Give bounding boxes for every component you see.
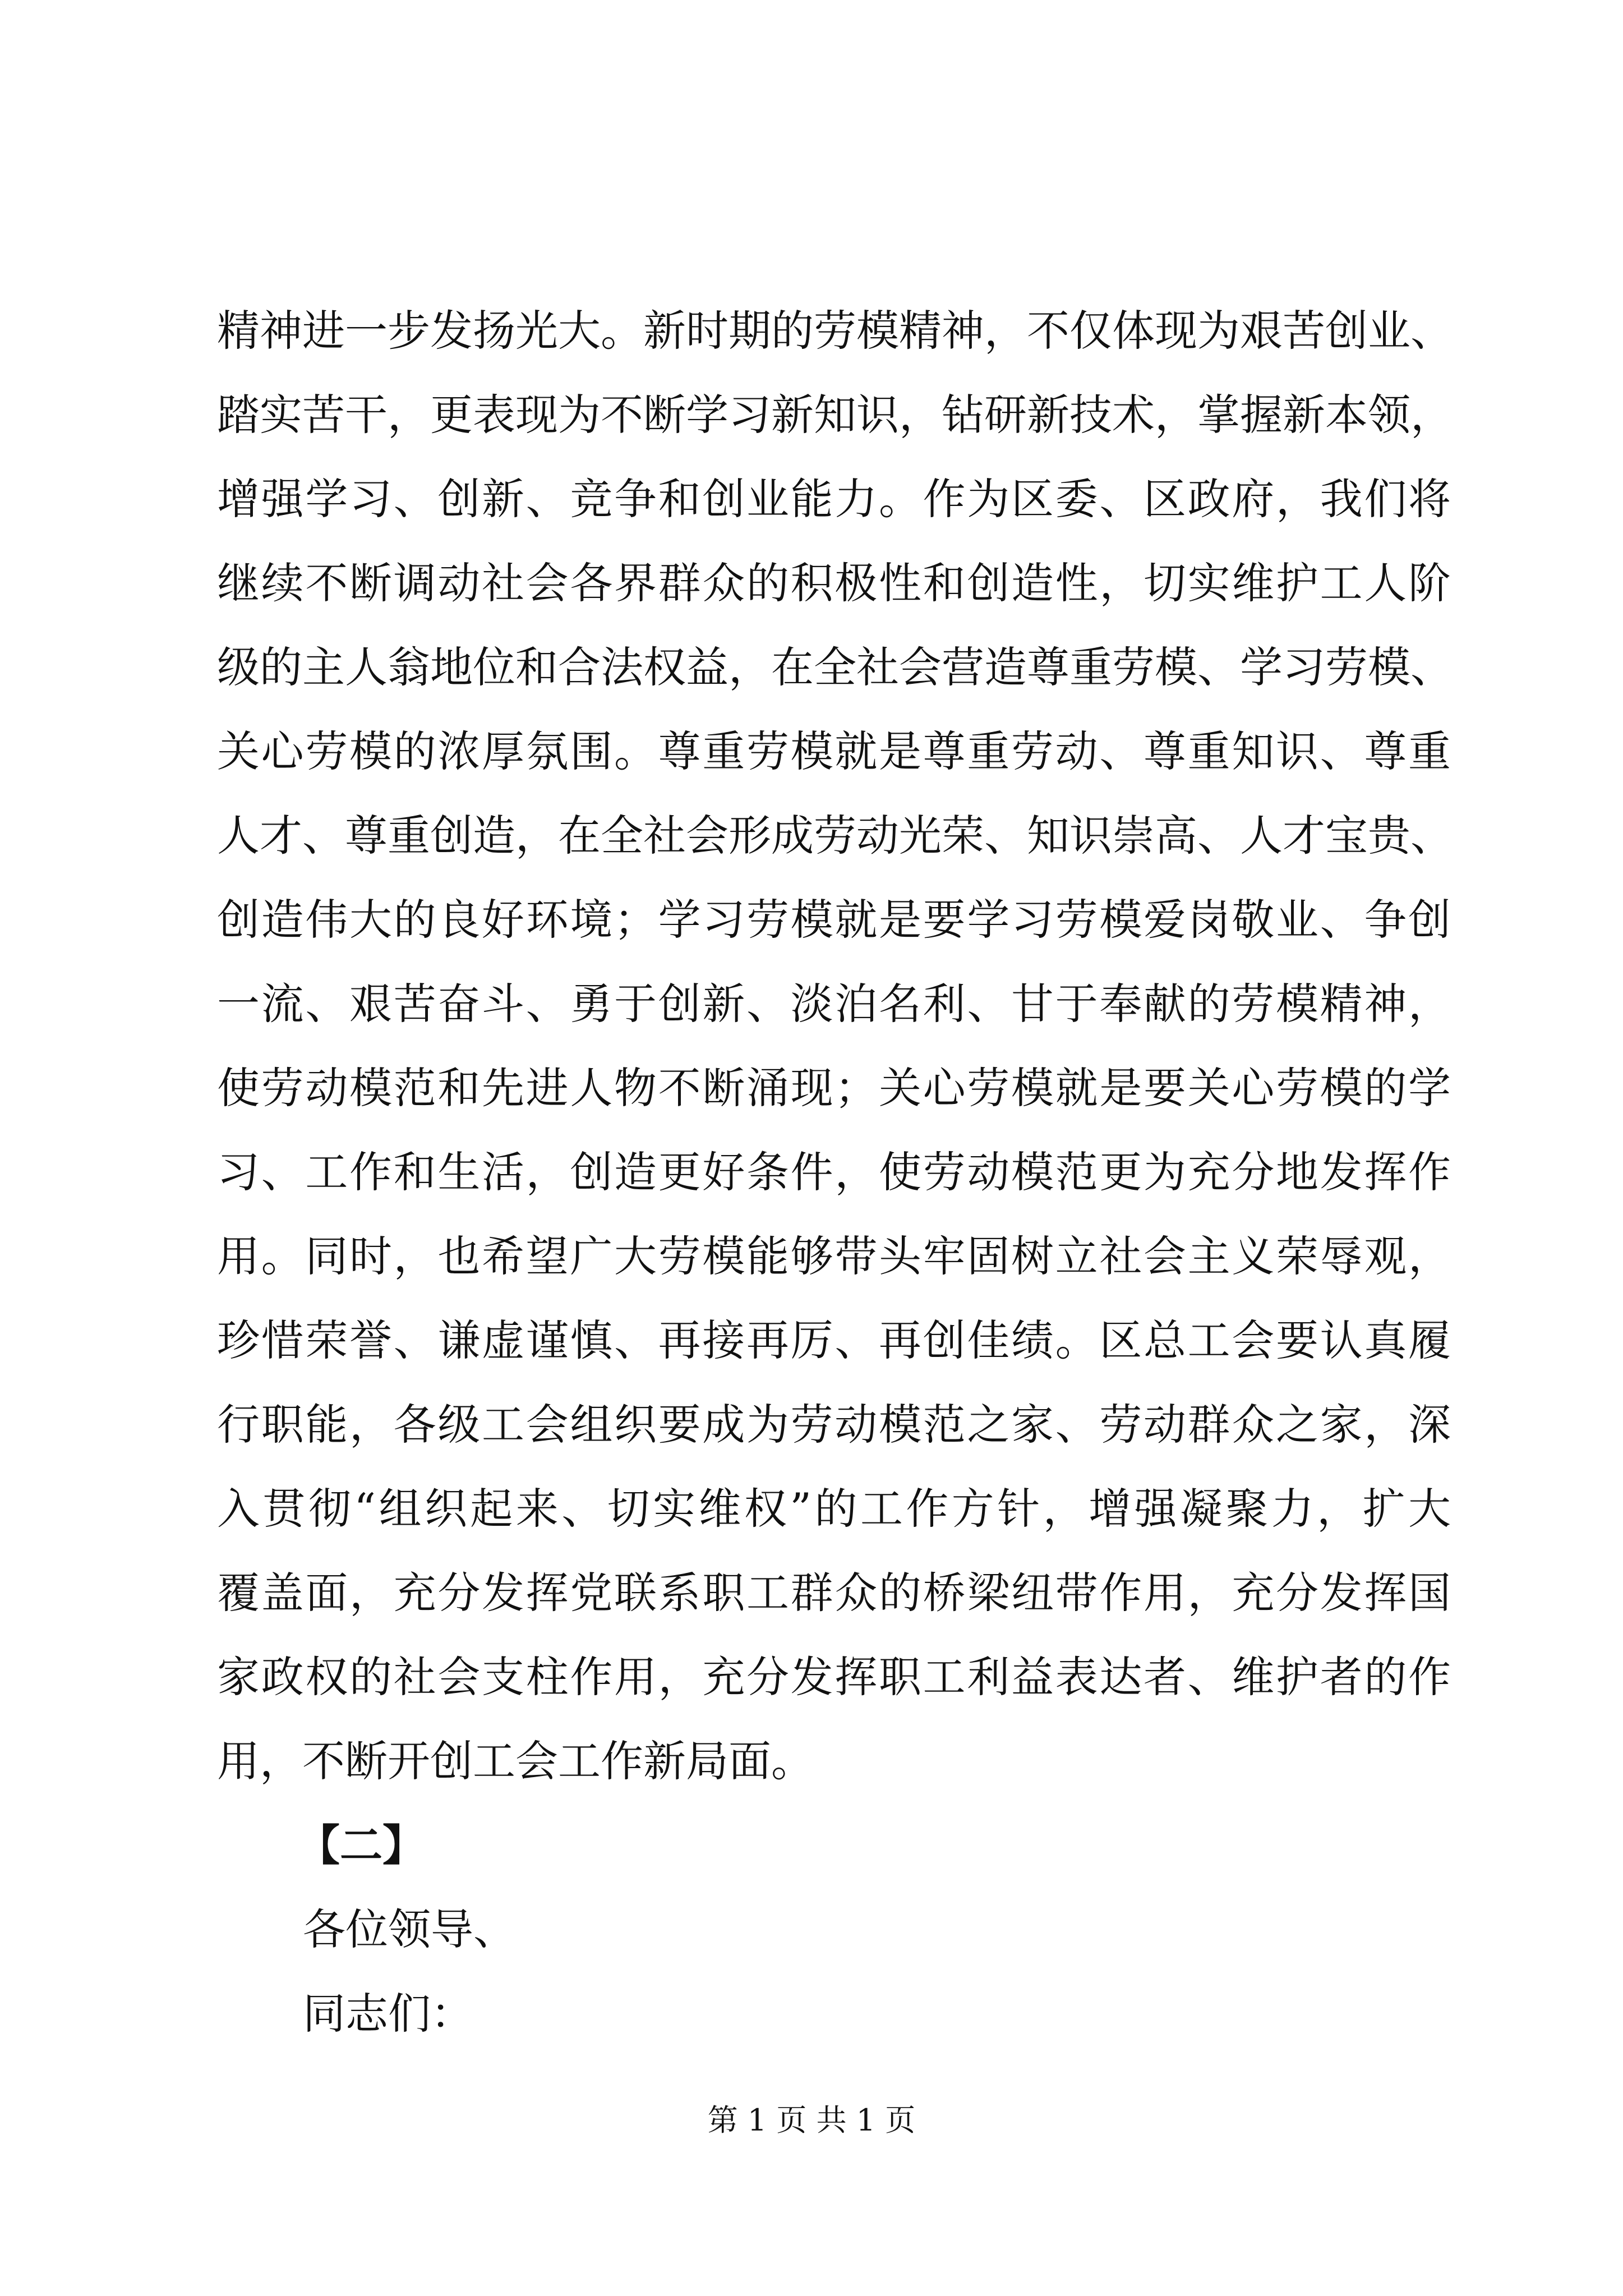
body-line: 使劳动模范和先进人物不断涌现；关心劳模就是要关心劳模的学 (217, 1063, 1451, 1113)
body-line: 一流、艰苦奋斗、勇于创新、淡泊名利、甘于奉献的劳模精神， (217, 979, 1451, 1029)
body-line: 家政权的社会支柱作用，充分发挥职工利益表达者、维护者的作 (217, 1652, 1451, 1702)
salutation-line: 各位领导、 (303, 1904, 516, 1954)
body-line: 入贯彻“组织起来、切实维权”的工作方针，增强凝聚力，扩大 (217, 1484, 1451, 1534)
body-line: 用。同时，也希望广大劳模能够带头牢固树立社会主义荣辱观， (217, 1231, 1451, 1281)
section-heading: 【二】 (297, 1820, 425, 1870)
page-footer: 第 1 页 共 1 页 (707, 2102, 916, 2138)
body-line: 精神进一步发扬光大。新时期的劳模精神，不仅体现为艰苦创业、 (217, 306, 1453, 356)
salutation-line: 同志们： (303, 1989, 473, 2039)
body-line: 增强学习、创新、竞争和创业能力。作为区委、区政府，我们将 (217, 474, 1451, 524)
body-line: 覆盖面，充分发挥党联系职工群众的桥梁纽带作用，充分发挥国 (217, 1568, 1451, 1618)
body-line: 人才、尊重创造，在全社会形成劳动光荣、知识崇高、人才宝贵、 (217, 811, 1453, 861)
body-line: 创造伟大的良好环境；学习劳模就是要学习劳模爱岗敬业、争创 (217, 895, 1451, 945)
body-line: 关心劳模的浓厚氛围。尊重劳模就是尊重劳动、尊重知识、尊重 (217, 726, 1451, 776)
body-line: 踏实苦干，更表现为不断学习新知识，钻研新技术，掌握新本领， (217, 390, 1453, 440)
body-line: 行职能，各级工会组织要成为劳动模范之家、劳动群众之家，深 (217, 1400, 1451, 1450)
body-line: 级的主人翁地位和合法权益，在全社会营造尊重劳模、学习劳模、 (217, 642, 1453, 692)
body-line: 用，不断开创工会工作新局面。 (217, 1736, 814, 1786)
body-line: 珍惜荣誉、谦虚谨慎、再接再厉、再创佳绩。区总工会要认真履 (217, 1315, 1451, 1365)
body-line: 习、工作和生活，创造更好条件，使劳动模范更为充分地发挥作 (217, 1147, 1451, 1197)
body-line: 继续不断调动社会各界群众的积极性和创造性，切实维护工人阶 (217, 558, 1451, 608)
